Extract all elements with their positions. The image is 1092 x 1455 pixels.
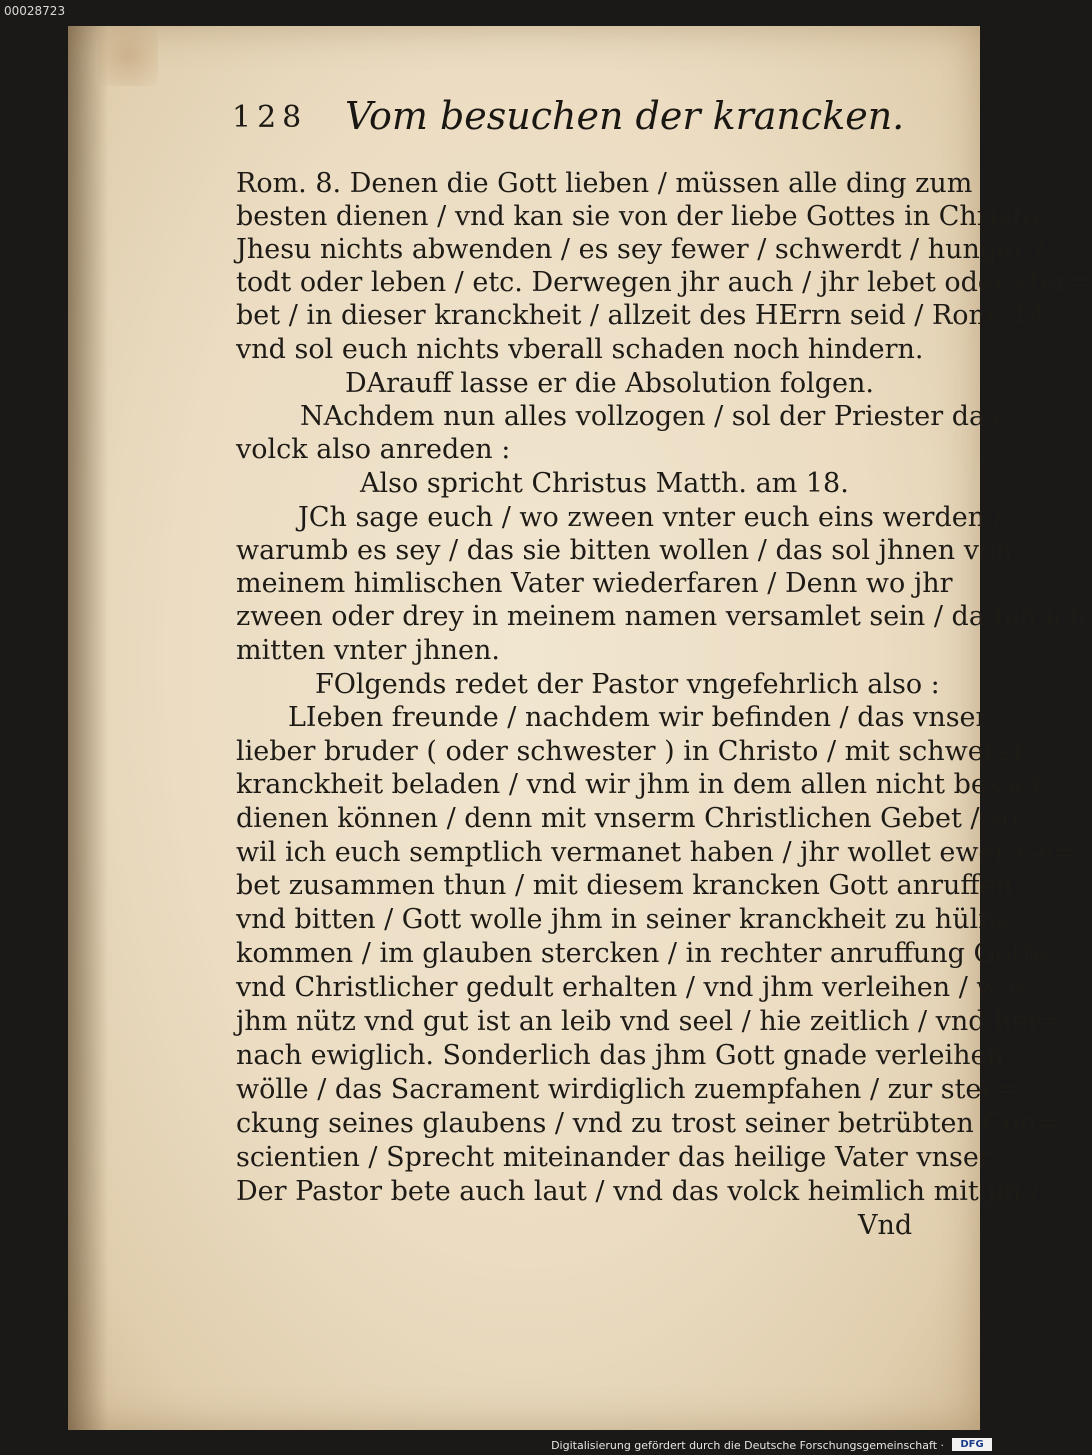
text-line: vnd Christlicher gedult erhalten / vnd jhm verleihen / was bbox=[236, 972, 1030, 1003]
page-number: 128 bbox=[232, 100, 308, 135]
scan-id: 00028723 bbox=[4, 4, 66, 18]
text-line: Der Pastor bete auch laut / vnd das volck heimlich mit jm / bbox=[236, 1176, 1039, 1207]
text-line: Rom. 8. Denen die Gott lieben / müssen alle ding zum bbox=[236, 168, 973, 199]
text-line: mitten vnter jhnen. bbox=[236, 635, 500, 666]
catchword: Vnd bbox=[858, 1210, 913, 1241]
text-line: lieber bruder ( oder schwester ) in Christo / mit schwerer bbox=[236, 736, 1026, 767]
dfg-logo: DFG bbox=[952, 1438, 992, 1451]
text-line: volck also anreden : bbox=[236, 434, 511, 465]
funding-notice: Digitalisierung gefördert durch die Deutsche Forschungsgemeinschaft · bbox=[551, 1439, 944, 1452]
text-line: meinem himlischen Vater wiederfaren / Denn wo jhr bbox=[236, 568, 953, 599]
text-line: jhm nütz vnd gut ist an leib vnd seel / hie zeitlich / vnd her= bbox=[236, 1006, 1064, 1037]
text-line: bet zusammen thun / mit diesem krancken Gott anruffen bbox=[236, 870, 1013, 901]
rubric-line: FOlgends redet der Pastor vngefehrlich also : bbox=[315, 669, 940, 700]
text-line: JCh sage euch / wo zween vnter euch eins werden / bbox=[298, 502, 1003, 533]
text-line: scientien / Sprecht miteinander das heilige Vater vnser. bbox=[236, 1142, 998, 1173]
text-line: bet / in dieser kranckheit / allzeit des HErrn seid / Rom. 14. bbox=[236, 300, 1055, 331]
text-line: besten dienen / vnd kan sie von der liebe Gottes in Christo bbox=[236, 201, 1040, 232]
scripture-heading: Also spricht Christus Matth. am 18. bbox=[360, 468, 849, 499]
page-gutter-shadow bbox=[68, 26, 108, 1430]
text-line: kranckheit beladen / vnd wir jhm in dem allen nicht besser bbox=[236, 769, 1044, 800]
text-line: warumb es sey / das sie bitten wollen / das sol jhnen von bbox=[236, 535, 1013, 566]
text-line: Jhesu nichts abwenden / es sey fewer / schwerdt / hunger / bbox=[236, 234, 1044, 265]
page-stain bbox=[98, 26, 158, 86]
text-line: vnd bitten / Gott wolle jhm in seiner kranckheit zu hülffe bbox=[236, 904, 1014, 935]
text-line: vnd sol euch nichts vberall schaden noch hindern. bbox=[236, 334, 924, 365]
running-title: Vom besuchen der krancken. bbox=[345, 94, 905, 138]
text-line: zween oder drey in meinem namen versamlet sein / da bin ich bbox=[236, 601, 1087, 632]
text-line: dienen können / denn mit vnserm Christlichen Gebet / so bbox=[236, 803, 1019, 834]
text-line: NAchdem nun alles vollzogen / sol der Priester das bbox=[300, 401, 999, 432]
text-line: todt oder leben / etc. Derwegen jhr auch / jhr lebet oder ster= bbox=[236, 267, 1092, 298]
text-line: wölle / das Sacrament wirdiglich zuempfahen / zur ster= bbox=[236, 1074, 1017, 1105]
text-line: wil ich euch semptlich vermanet haben / jhr wollet ewer Ge= bbox=[236, 837, 1077, 868]
text-line: nach ewiglich. Sonderlich das jhm Gott gnade verleihen bbox=[236, 1040, 1004, 1071]
rubric-line: DArauff lasse er die Absolution folgen. bbox=[345, 368, 875, 399]
text-line: ckung seines glaubens / vnd zu trost seiner betrübten Con= bbox=[236, 1108, 1060, 1139]
text-line: LIeben freunde / nachdem wir befinden / das vnser bbox=[288, 702, 989, 733]
text-line: kommen / im glauben stercken / in rechter anruffung Gottes bbox=[236, 938, 1063, 969]
